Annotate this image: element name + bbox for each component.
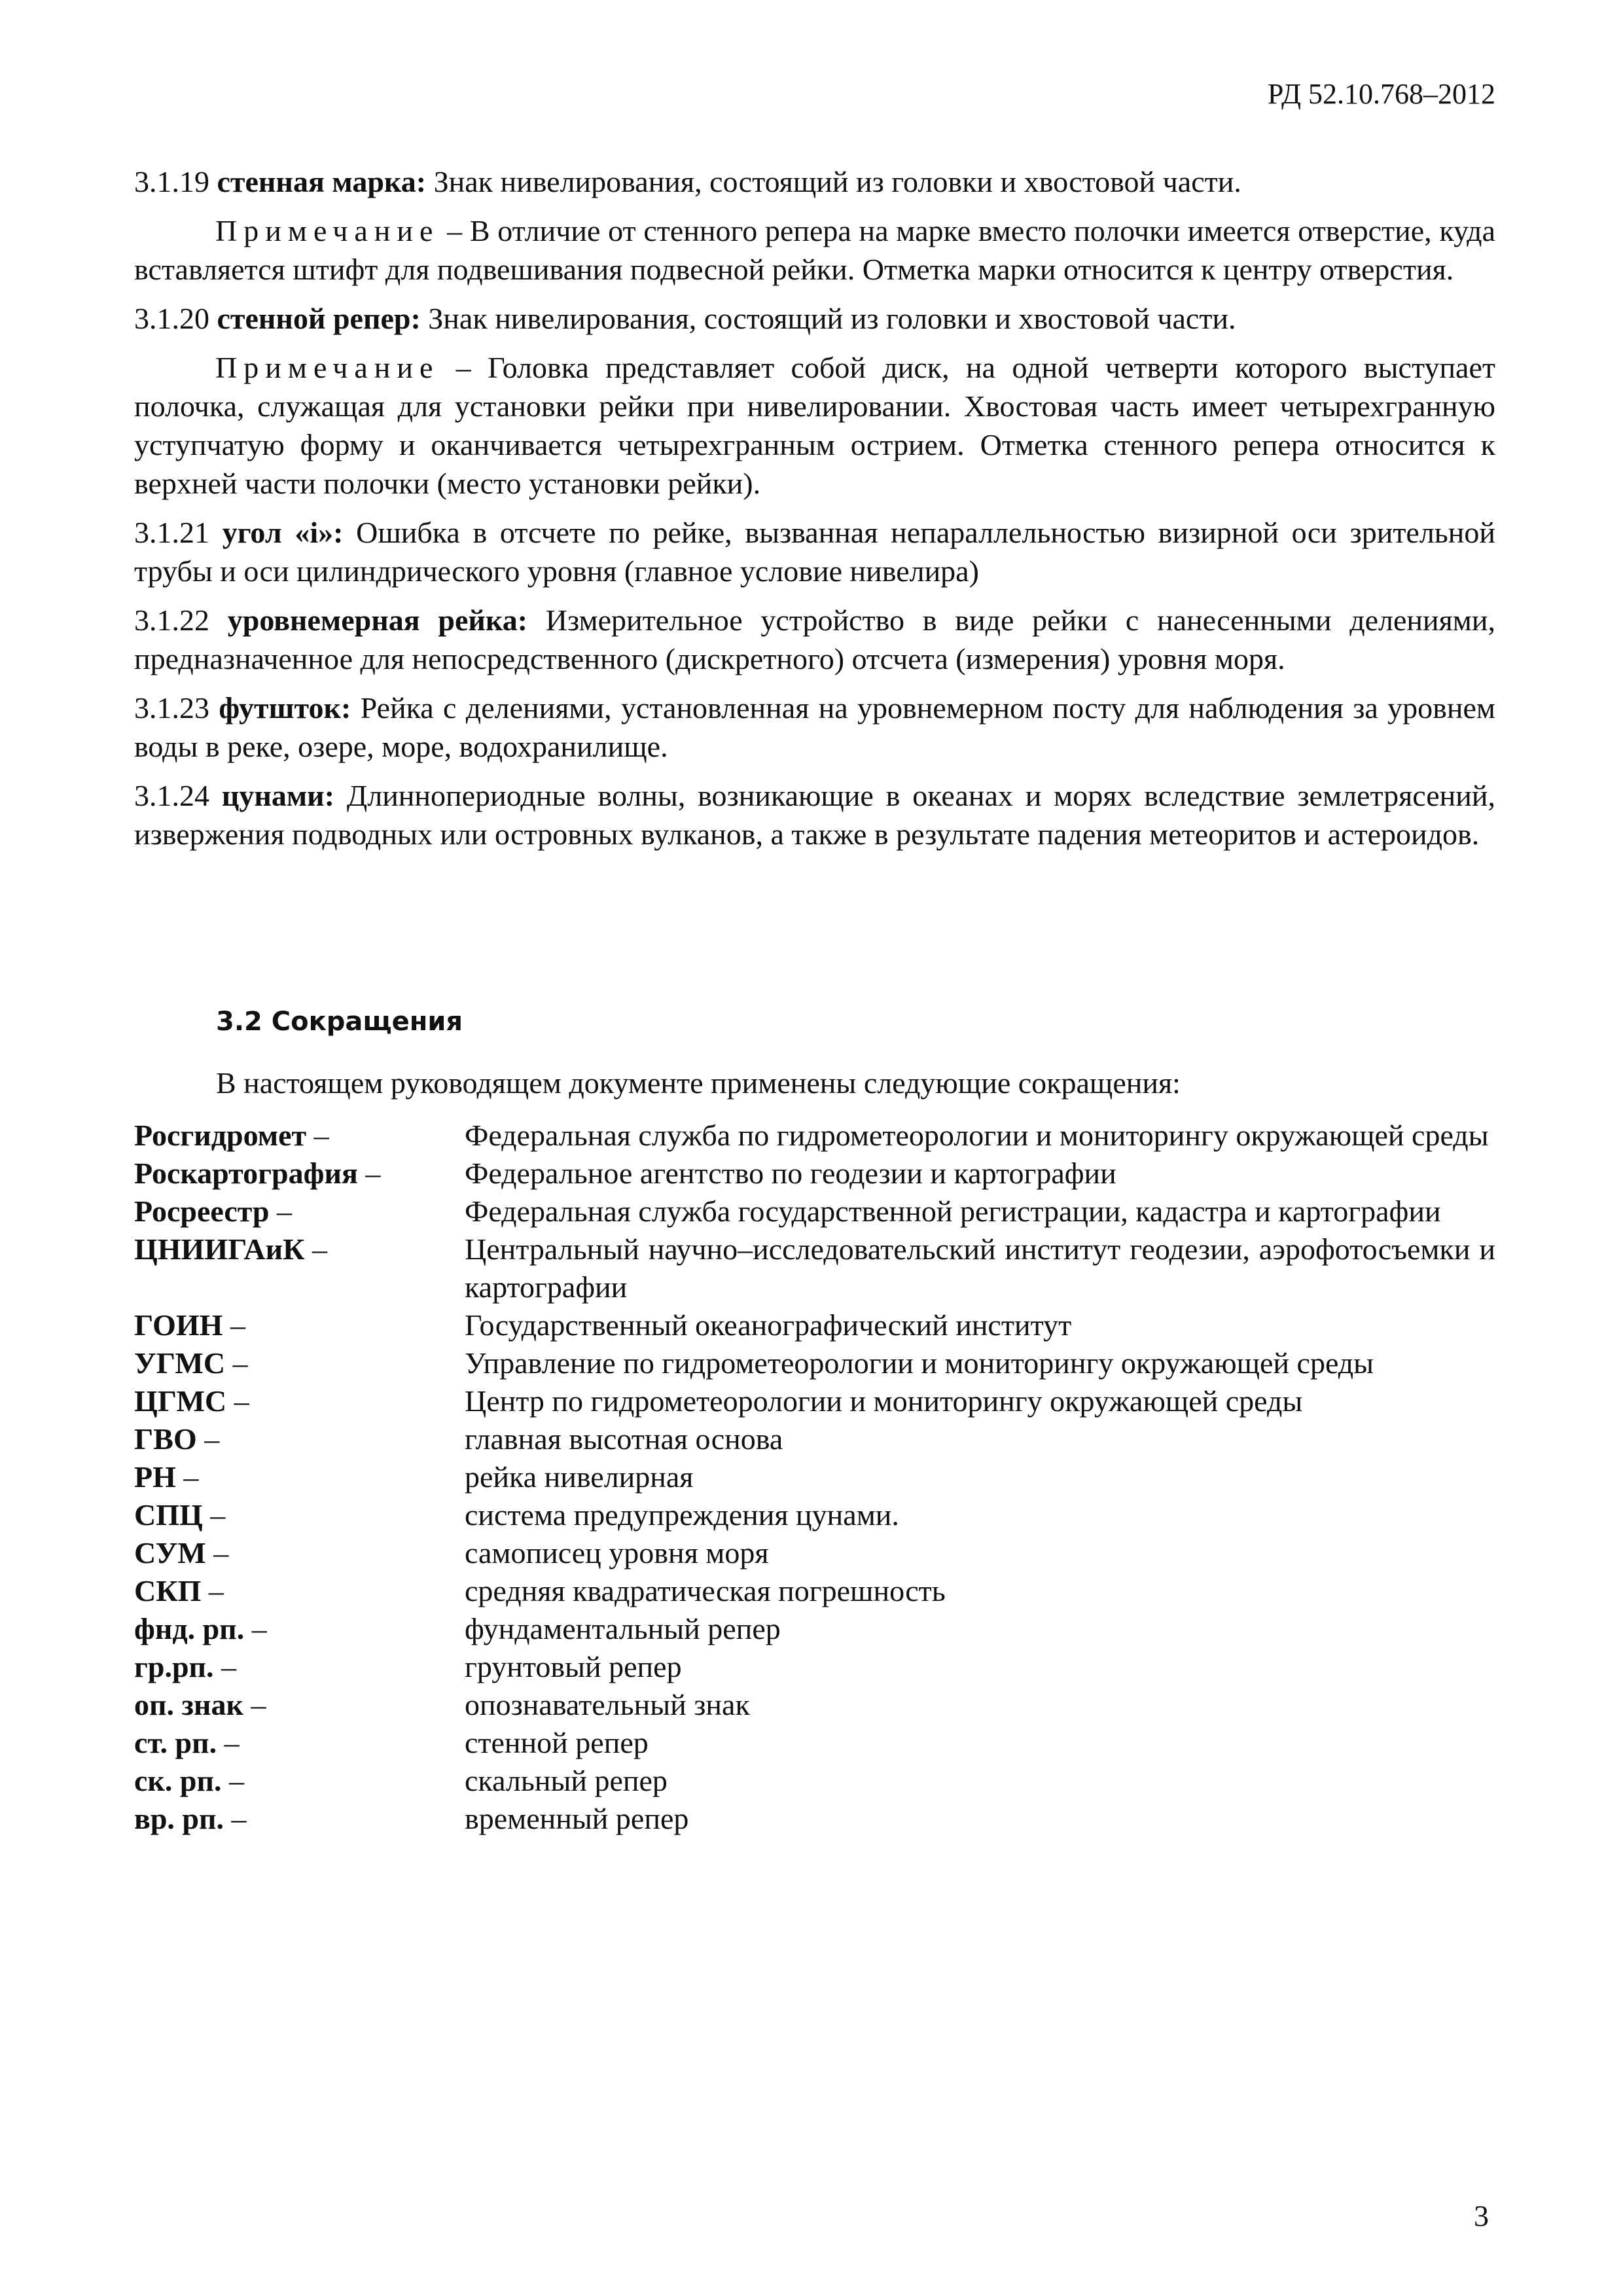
abbreviation-expansion: самописец уровня моря [465, 1536, 769, 1570]
abbreviation-row [134, 1420, 1495, 1458]
definition-3-1-19 [134, 162, 1495, 201]
abbreviation-key-cell [134, 1344, 465, 1382]
abbreviation-expansion: Управление по гидрометеорологии и мониторингу окружающей среды [465, 1346, 1374, 1380]
abbreviation-key: фнд. рп. [134, 1612, 245, 1645]
abbreviation-key: Росреестр [134, 1194, 270, 1228]
section-intro: В настоящем руководящем документе применены следующие сокращения: [216, 1066, 1181, 1100]
abbreviation-expansion: стенной репер [465, 1726, 649, 1759]
abbreviation-expansion: Центр по гидрометеорологии и мониторингу окружающей среды [465, 1384, 1303, 1418]
abbreviation-key-cell [134, 1610, 465, 1648]
abbreviation-row [134, 1648, 1495, 1686]
abbreviation-key-cell [134, 1800, 465, 1838]
abbreviation-dash: – [304, 1232, 327, 1266]
note-label: Примечание [215, 351, 440, 384]
abbreviation-dash: – [213, 1650, 237, 1683]
page-number: 3 [1474, 2199, 1489, 2233]
abbreviation-key: ЦГМС [134, 1384, 227, 1418]
abbreviation-key: гр.рп. [134, 1650, 214, 1683]
abbreviation-expansion: фундаментальный репер [465, 1612, 781, 1645]
definition-text: Измерительное устройство в виде рейки с нанесенными делениями, предназначенное для непосредственного (дискретного) отсчета (измерения) уровня моря. [134, 603, 1496, 675]
definition-text: Ошибка в отсчете по рейке, вызванная непараллельностью визирной оси зрительной трубы и оси цилиндрического уровня (главное условие нивелира) [134, 516, 1496, 588]
abbreviation-key: УГМС [134, 1346, 226, 1380]
abbreviation-row [134, 1230, 1495, 1306]
abbreviation-row [134, 1458, 1495, 1496]
abbreviation-row [134, 1306, 1495, 1344]
abbreviation-row [134, 1117, 1495, 1155]
abbreviation-row [134, 1686, 1495, 1724]
abbreviation-key-cell [134, 1648, 465, 1686]
abbreviation-dash: – [357, 1157, 381, 1190]
abbreviation-expansion: средняя квадратическая погрешность [465, 1574, 946, 1607]
definition-number: 3.1.20 [134, 302, 209, 335]
abbreviation-key-cell [134, 1420, 465, 1458]
abbreviation-expansion: скальный репер [465, 1764, 668, 1797]
definition-number: 3.1.21 [134, 516, 209, 549]
abbreviation-row [134, 1155, 1495, 1193]
abbreviation-dash: – [205, 1536, 229, 1570]
abbreviation-dash: – [175, 1460, 199, 1494]
abbreviation-expansion: главная высотная основа [465, 1422, 783, 1456]
abbreviation-key-cell [134, 1117, 465, 1155]
abbreviation-key-cell [134, 1306, 465, 1344]
note-text: – Головка представляет собой диск, на одной четверти которого выступает полочка, служащая для установки рейки при нивелировании. Хвостовая часть имеет четырехгранную уступчатую форму и оканчивается четырехгранным острием. Отметка стенного репера относится к верхней части полочки (место установки рейки). [134, 351, 1495, 500]
abbreviation-dash: – [201, 1574, 224, 1607]
abbreviation-key-cell [134, 1193, 465, 1230]
section-title: 3.2 Сокращения [216, 1007, 463, 1037]
abbreviation-key-cell [134, 1382, 465, 1420]
abbreviation-key: вр. рп. [134, 1802, 224, 1835]
abbreviation-dash: – [221, 1764, 245, 1797]
definition-number: 3.1.19 [134, 165, 209, 198]
abbreviation-row [134, 1344, 1495, 1382]
abbreviation-row [134, 1762, 1495, 1800]
abbreviation-row [134, 1800, 1495, 1838]
abbreviation-key-cell [134, 1230, 465, 1306]
abbreviation-key: РН [134, 1460, 176, 1494]
abbreviation-row [134, 1610, 1495, 1648]
abbreviation-key-cell [134, 1724, 465, 1762]
definition-term: цунами: [221, 779, 335, 812]
note-3-1-19 [134, 211, 1495, 289]
abbreviation-expansion: грунтовый репер [465, 1650, 682, 1683]
abbreviation-key-cell [134, 1762, 465, 1800]
abbreviation-key-cell [134, 1496, 465, 1534]
abbreviation-expansion: временный репер [465, 1802, 689, 1835]
definition-3-1-22 [134, 601, 1495, 678]
definition-3-1-24 [134, 776, 1495, 853]
abbreviation-dash: – [244, 1612, 267, 1645]
abbreviation-row [134, 1724, 1495, 1762]
abbreviation-dash: – [223, 1308, 245, 1342]
abbreviation-key-cell [134, 1458, 465, 1496]
abbreviation-dash: – [269, 1194, 293, 1228]
definition-text: Рейка с делениями, установленная на уровнемерном посту для наблюдения за уровнем воды в реке, озере, море, водохранилище. [134, 691, 1496, 763]
definition-3-1-21 [134, 513, 1495, 590]
abbreviation-dash: – [225, 1346, 248, 1380]
abbreviation-row [134, 1496, 1495, 1534]
abbreviation-expansion: Федеральное агентство по геодезии и картографии [465, 1157, 1116, 1190]
abbreviation-key-cell [134, 1534, 465, 1572]
abbreviation-row [134, 1572, 1495, 1610]
abbreviation-dash: – [224, 1802, 247, 1835]
abbreviation-key: СКП [134, 1574, 202, 1607]
abbreviation-dash: – [202, 1498, 226, 1532]
abbreviation-expansion: система предупреждения цунами. [465, 1498, 899, 1532]
abbreviation-key: ск. рп. [134, 1764, 222, 1797]
definition-number: 3.1.23 [134, 691, 209, 725]
definition-term: стенной репер: [217, 302, 421, 335]
abbreviation-key: СПЦ [134, 1498, 203, 1532]
abbreviation-key: ГОИН [134, 1308, 223, 1342]
definition-3-1-23 [134, 689, 1495, 766]
abbreviation-expansion: опознавательный знак [465, 1688, 750, 1721]
definition-number: 3.1.22 [134, 603, 209, 637]
definition-term: угол «i»: [222, 516, 344, 549]
abbreviation-expansion: Федеральная служба государственной регистрации, кадастра и картографии [465, 1194, 1441, 1228]
abbreviation-key: Роскартография [134, 1157, 358, 1190]
document-code: РД 52.10.768–2012 [1267, 78, 1495, 110]
note-3-1-20 [134, 348, 1495, 503]
abbreviation-key-cell [134, 1155, 465, 1193]
note-label: Примечание [215, 214, 440, 247]
abbreviation-dash: – [306, 1119, 329, 1152]
abbreviation-key-cell [134, 1572, 465, 1610]
definition-term: стенная марка: [217, 165, 427, 198]
definition-text: Длиннопериодные волны, возникающие в океанах и морях вследствие землетрясений, извержения подводных или островных вулканов, а также в результате падения метеоритов и астероидов. [134, 779, 1496, 851]
abbreviation-row [134, 1193, 1495, 1230]
definition-term: уровнемерная рейка: [227, 603, 528, 637]
abbreviation-key: ЦНИИГАиК [134, 1232, 305, 1266]
abbreviation-row [134, 1382, 1495, 1420]
note-text: – В отличие от стенного репера на марке вместо полочки имеется отверстие, куда вставляется штифт для подвешивания подвесной рейки. Отметка марки относится к центру отверстия. [134, 214, 1495, 286]
abbreviations-list [134, 1117, 1495, 1838]
abbreviation-dash: – [226, 1384, 249, 1418]
abbreviation-dash: – [217, 1726, 240, 1759]
definition-3-1-20 [134, 299, 1495, 338]
abbreviation-expansion: Федеральная служба по гидрометеорологии и мониторингу окружающей среды [465, 1119, 1489, 1152]
abbreviation-row [134, 1534, 1495, 1572]
abbreviation-expansion: Центральный научно–исследовательский институт геодезии, аэрофотосъемки и картографии [465, 1232, 1495, 1304]
abbreviation-key: СУМ [134, 1536, 206, 1570]
abbreviation-key: ст. рп. [134, 1726, 217, 1759]
abbreviation-expansion: рейка нивелирная [465, 1460, 694, 1494]
definitions-block [134, 162, 1495, 864]
definition-text: Знак нивелирования, состоящий из головки и хвостовой части. [433, 165, 1241, 198]
abbreviation-key: Росгидромет [134, 1119, 307, 1152]
abbreviation-key: ГВО [134, 1422, 197, 1456]
abbreviation-key: оп. знак [134, 1688, 243, 1721]
abbreviation-dash: – [196, 1422, 220, 1456]
definition-number: 3.1.24 [134, 779, 209, 812]
abbreviation-key-cell [134, 1686, 465, 1724]
definition-term: футшток: [219, 691, 351, 725]
definition-text: Знак нивелирования, состоящий из головки и хвостовой части. [428, 302, 1236, 335]
abbreviation-dash: – [243, 1688, 266, 1721]
abbreviation-expansion: Государственный океанографический институт [465, 1308, 1072, 1342]
